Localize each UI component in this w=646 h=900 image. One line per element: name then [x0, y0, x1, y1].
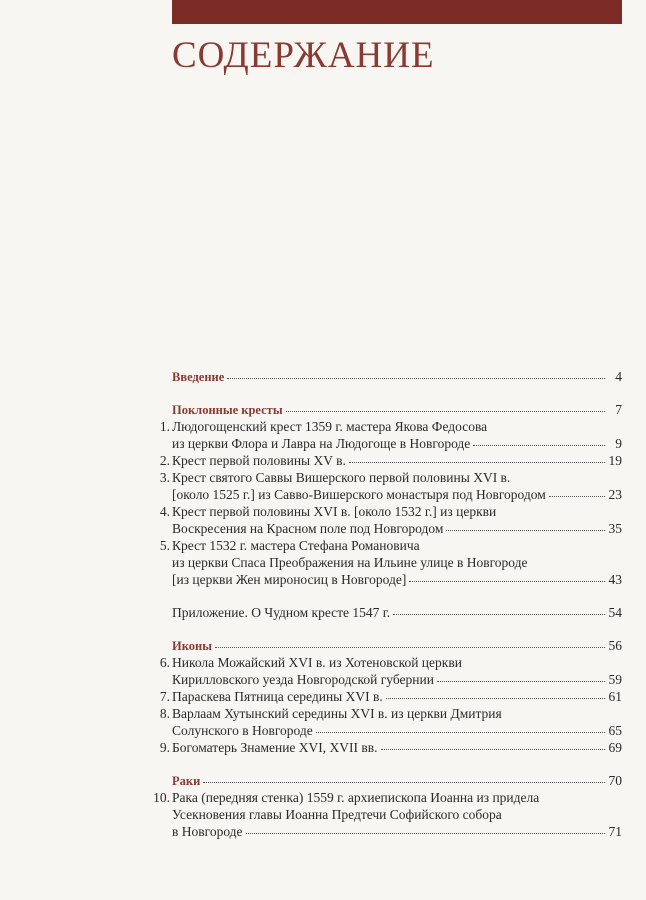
toc-entry-4[interactable]	[140, 503, 622, 537]
page-number: 61	[608, 689, 622, 704]
toc-entry-2[interactable]	[140, 452, 622, 469]
entry-text: [из церкви Жен мироносиц в Новгороде]	[172, 572, 407, 587]
toc-entry-3[interactable]	[140, 469, 622, 503]
dot-leader	[549, 484, 605, 497]
toc-section-label: Поклонные кресты	[172, 403, 283, 417]
entry-text: Крест первой половины XVI в. [около 1532 г.] из церкви	[172, 504, 497, 519]
entry-number: 4.	[159, 504, 170, 519]
page-number: 9	[615, 436, 622, 451]
page-number: 7	[615, 402, 622, 417]
dot-leader	[437, 669, 605, 682]
entry-number: 2.	[159, 453, 170, 468]
toc-section-icons[interactable]	[140, 637, 622, 654]
entry-text: Крест святого Саввы Вишерского первой половины XVI в.	[172, 470, 511, 485]
entry-number: 3.	[159, 470, 170, 485]
dot-leader	[393, 602, 605, 615]
toc-entry-9[interactable]	[140, 739, 622, 756]
entry-text: из церкви Флора и Лавра на Людогоще в Новгороде	[172, 436, 471, 451]
entry-text: Параскева Пятница середины XVI в.	[172, 689, 383, 704]
dot-leader	[409, 569, 605, 582]
toc-entry-8[interactable]	[140, 705, 622, 739]
entry-text: Крест 1532 г. мастера Стефана Романовича	[172, 538, 420, 553]
page-number: 71	[608, 824, 622, 839]
entry-text: Богоматерь Знамение XVI, XVII вв.	[172, 740, 378, 755]
toc-entry-7[interactable]	[140, 688, 622, 705]
dot-leader	[203, 770, 605, 783]
dot-leader	[286, 399, 605, 412]
dot-leader	[473, 433, 605, 446]
entry-text: Воскресения на Красном поле под Новгородом	[172, 521, 444, 536]
toc-entry-6[interactable]	[140, 654, 622, 688]
entry-text: Крест первой половины XV в.	[172, 453, 346, 468]
entry-text: Варлаам Хутынский середины XVI в. из церкви Дмитрия	[172, 706, 502, 721]
table-of-contents	[140, 368, 622, 840]
toc-entry-5[interactable]	[140, 537, 622, 588]
entry-text: Усекновения главы Иоанна Предтечи Софийского собора	[172, 807, 502, 822]
entry-text: Приложение. О Чудном кресте 1547 г.	[172, 605, 391, 620]
entry-text: [около 1525 г.] из Савво-Вишерского монастыря под Новгородом	[172, 487, 546, 502]
entry-number: 9.	[159, 740, 170, 755]
dot-leader	[446, 518, 605, 531]
entry-text: Рака (передняя стенка) 1559 г. архиепископа Иоанна из придела	[172, 790, 540, 805]
page-title: СОДЕРЖАНИЕ	[172, 35, 435, 76]
page-number: 65	[608, 723, 622, 738]
dot-leader	[381, 737, 605, 750]
dot-leader	[227, 366, 605, 379]
page-number: 70	[608, 773, 622, 788]
entry-text: Людогощенский крест 1359 г. мастера Якова Федосова	[172, 419, 488, 434]
page-number: 43	[608, 572, 622, 587]
entry-text: Никола Можайский XVI в. из Хотеновской церкви	[172, 655, 462, 670]
page-number: 69	[608, 740, 622, 755]
entry-number: 6.	[159, 655, 170, 670]
page-number: 4	[615, 369, 622, 384]
page-number: 19	[608, 453, 622, 468]
entry-number: 7.	[159, 689, 170, 704]
dot-leader	[316, 720, 605, 733]
page-number: 59	[608, 672, 622, 687]
header-color-bar	[172, 0, 622, 24]
page-number: 56	[608, 638, 622, 653]
dot-leader	[349, 450, 605, 463]
page-number: 54	[608, 605, 622, 620]
entry-text: в Новгороде	[172, 824, 243, 839]
page-number: 35	[608, 521, 622, 536]
dot-leader	[386, 686, 605, 699]
toc-section-label: Раки	[172, 774, 201, 788]
toc-entry-1[interactable]	[140, 418, 622, 452]
toc-section-crosses[interactable]	[140, 401, 622, 418]
toc-section-label: Иконы	[172, 639, 212, 653]
page-number: 23	[608, 487, 622, 502]
dot-leader	[246, 821, 605, 834]
entry-number: 8.	[159, 706, 170, 721]
entry-text: Солунского в Новгороде	[172, 723, 313, 738]
dot-leader	[215, 635, 605, 648]
toc-section-label: Введение	[172, 370, 225, 384]
toc-entry-appendix[interactable]	[140, 604, 622, 621]
entry-number: 5.	[159, 538, 170, 553]
toc-entry-10[interactable]	[140, 789, 622, 840]
toc-section-intro[interactable]	[140, 368, 622, 385]
entry-text: из церкви Спаса Преображения на Ильине улице в Новгороде	[172, 555, 528, 570]
toc-section-shrines[interactable]	[140, 772, 622, 789]
entry-number: 10.	[153, 790, 170, 805]
entry-text: Кирилловского уезда Новгородской губернии	[172, 672, 434, 687]
entry-number: 1.	[159, 419, 170, 434]
